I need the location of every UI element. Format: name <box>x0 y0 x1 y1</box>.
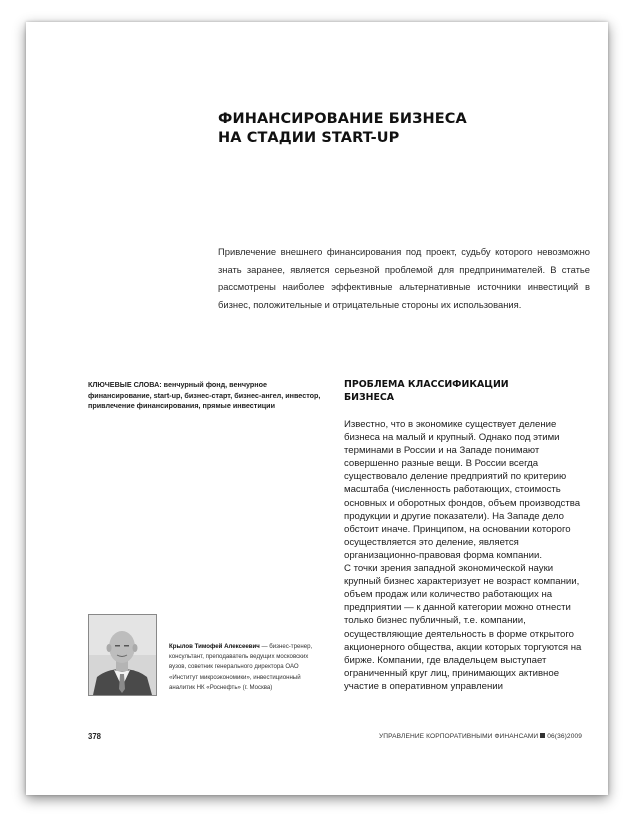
author-bio <box>169 642 327 693</box>
body-paragraph-2: С точки зрения западной экономической науки крупный бизнес характеризует не возраст компании, объем продаж или количество работающих на предприятии — к данной категории можно отнести только бизнес публичный, т.е. компании, осуществляющие деятельность в форме открытого акционерного общества, акции которых торгуются на бирже. Компании, где владельцем выступает ограниченный круг лиц, принимающих активное участие в оперативном управлении <box>344 563 582 692</box>
keywords-list: венчурный фонд, венчурное финансирование, start-up, бизнес-старт, бизнес-ангел, инвестор, привлечение финансирования, прямые инвестиции <box>88 380 321 411</box>
section-heading-line-2: БИЗНЕСА <box>344 391 395 403</box>
journal-footer <box>379 733 582 740</box>
article-title-line-1: ФИНАНСИРОВАНИЕ БИЗНЕСА <box>218 111 467 127</box>
author-name: Крылов Тимофей Алексеевич <box>169 643 260 650</box>
article-title <box>218 110 538 148</box>
author-portrait-icon <box>88 614 157 696</box>
journal-page <box>26 22 608 795</box>
article-title-line-2: НА СТАДИИ START-UP <box>218 130 400 146</box>
journal-name: УПРАВЛЕНИЕ КОРПОРАТИВНЫМИ ФИНАНСАМИ <box>378 733 539 740</box>
section-heading-line-1: ПРОБЛЕМА КЛАССИФИКАЦИИ <box>344 379 509 390</box>
page-number: 378 <box>88 732 102 741</box>
article-body <box>344 418 582 693</box>
journal-issue: 06(36)2009 <box>547 733 582 740</box>
article-lead: Привлечение внешнего финансирования под проект, судьбу которого невозможно знать заранее, является серьезной проблемой для предпринимателей. В статье рассмотрены наиболее эффективные альтернативные источники инвестиций в бизнес, положительные и отрицательные стороны их использования. <box>218 246 590 310</box>
keywords-block <box>88 380 326 412</box>
keywords-label: КЛЮЧЕВЫЕ СЛОВА: <box>88 380 162 389</box>
section-heading <box>344 379 564 404</box>
author-description: — бизнес-тренер, консультант, преподаватель ведущих московских вузов, советник генерального директора ОАО «Институт микроэкономики», инвестиционный аналитик НК «Роснефть» (г. Москва) <box>169 643 313 691</box>
body-paragraph-1: Известно, что в экономике существует деление бизнеса на малый и крупный. Однако под этими терминами в России и на Западе понимают совершенно разные вещи. В России всегда существовало деление предприятий по критерию масштаба (численность работающих, стоимость основных и оборотных фондов, объем производства продукции и другие показатели). На Западе дело обстоит иначе. Принципом, на основании которого осуществляется это деление, является организационно-правовая форма компании. <box>344 419 581 561</box>
square-bullet-icon <box>540 733 545 738</box>
